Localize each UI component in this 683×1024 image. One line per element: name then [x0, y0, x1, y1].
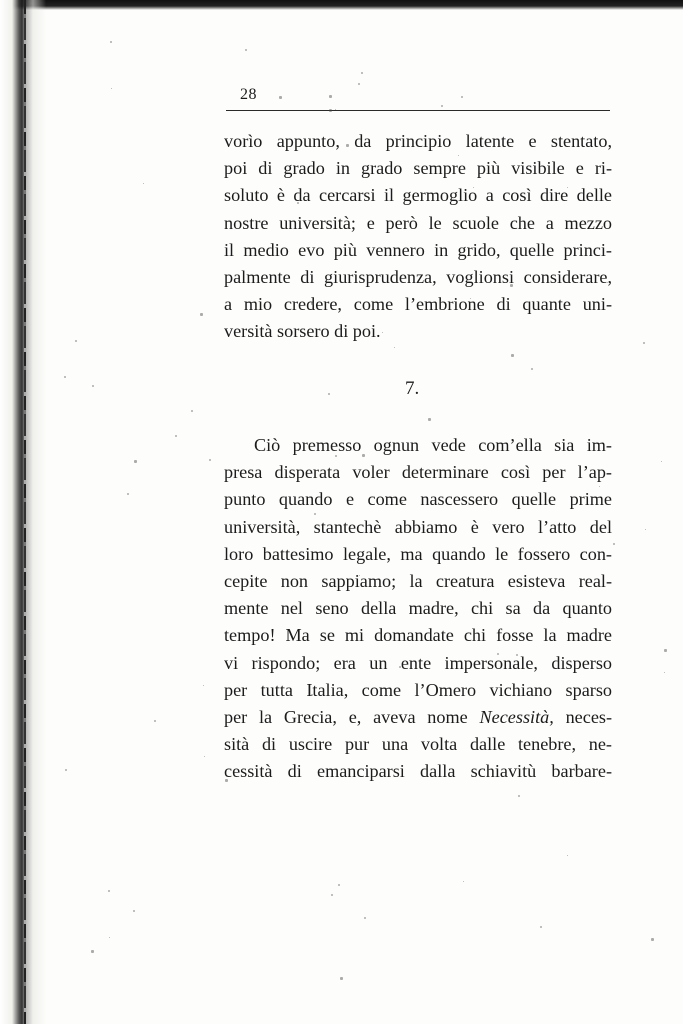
page-top-edge — [0, 0, 683, 10]
text-line: loro battesimo legale, ma quando le fossero con- — [224, 543, 612, 564]
paper-speck — [134, 460, 137, 463]
text-line: per tutta Italia, come l’Omero vichiano sparso — [224, 679, 612, 700]
paper-speck — [191, 410, 193, 412]
text-line: tempo! Ma se mi domandate chi fosse la madre — [224, 625, 612, 646]
paper-speck — [203, 685, 204, 686]
paper-speck — [91, 950, 94, 953]
text-line: versità sorsero di poi. — [224, 321, 381, 342]
paper-speck — [110, 41, 112, 43]
text-line: punto quando e come nascessero quelle prime — [224, 489, 612, 510]
paper-speck — [664, 672, 665, 673]
paper-speck — [92, 385, 94, 387]
paper-speck — [329, 109, 332, 112]
paper-speck — [645, 529, 646, 530]
paper-speck — [463, 881, 464, 882]
paper-speck — [64, 376, 66, 378]
paragraph-2 — [224, 432, 612, 785]
italic-term: Necessità, — [479, 706, 554, 727]
paper-speck — [518, 795, 520, 797]
text-line: Ciò premesso ognun vede com’ella sia im- — [254, 435, 612, 455]
paper-speck — [225, 779, 228, 782]
text-line: vi rispondo; era un ente impersonale, disperso — [224, 652, 612, 673]
paper-speck — [516, 654, 518, 656]
paper-speck — [399, 666, 401, 668]
text-line: mente nel seno della madre, chi sa da quanto — [224, 598, 612, 619]
paper-speck — [329, 95, 332, 98]
paper-speck — [108, 890, 110, 892]
paper-speck — [394, 347, 395, 348]
paper-speck — [346, 144, 349, 147]
paper-speck — [331, 894, 333, 896]
book-binding-shadow — [0, 0, 46, 1024]
binding-stitching — [24, 0, 26, 1024]
paper-speck — [200, 313, 203, 316]
paper-speck — [204, 756, 205, 757]
paper-speck — [531, 368, 533, 370]
running-head — [226, 84, 610, 111]
paper-speck — [382, 332, 383, 333]
paper-speck — [328, 393, 330, 395]
paper-speck — [154, 720, 156, 722]
paper-speck — [364, 917, 366, 919]
text-line: cepite non sappiamo; la creatura esisteva real- — [224, 570, 612, 591]
paper-speck — [511, 354, 514, 357]
paper-speck — [607, 282, 608, 283]
paper-speck — [661, 461, 662, 462]
paper-speck — [613, 543, 615, 545]
paper-speck — [75, 340, 77, 342]
paper-speck — [314, 513, 316, 515]
paper-speck — [361, 72, 363, 74]
text-line: a mio credere, come l’embrione di quante uni- — [224, 294, 612, 315]
line-text: per la Grecia, e, aveva nome — [224, 706, 468, 727]
paragraph-1 — [224, 128, 612, 346]
text-line: vorìo appunto, da principio latente e stentato, — [224, 131, 612, 151]
text-line: poi di grado in grado sempre più visibile e ri- — [224, 158, 612, 179]
text-line: palmente di giurisprudenza, voglionsi considerare, — [224, 266, 612, 287]
text-line: università, stantechè abbiamo è vero l’atto del — [224, 516, 612, 537]
paper-speck — [428, 418, 431, 421]
paper-speck — [643, 342, 645, 344]
page-number: 28 — [240, 86, 257, 103]
paper-speck — [461, 96, 463, 98]
paper-speck — [473, 187, 474, 188]
paper-speck — [127, 493, 129, 495]
paper-speck — [209, 459, 211, 461]
text-line-mixed — [224, 704, 612, 731]
text-line: il medio evo più vennero in grido, quelle princi- — [224, 239, 612, 260]
paper-speck — [470, 298, 471, 299]
paper-speck — [245, 49, 247, 51]
paper-speck — [664, 649, 667, 652]
line-text: neces- — [565, 706, 613, 727]
text-line: nostre università; e però le scuole che a mezzo — [224, 212, 612, 233]
paper-speck — [340, 977, 343, 980]
paper-speck — [65, 769, 67, 771]
section-number: 7. — [405, 378, 420, 399]
paper-speck — [651, 938, 654, 941]
paper-speck — [338, 884, 340, 886]
paper-speck — [335, 455, 337, 457]
text-line: cessità di emanciparsi dalla schiavitù barbare- — [224, 761, 612, 782]
paper-speck — [510, 284, 513, 287]
text-line: presa disperata voler determinare così per l’ap- — [224, 462, 612, 483]
paper-speck — [109, 937, 110, 938]
paper-speck — [567, 187, 568, 188]
paper-speck — [111, 88, 112, 89]
paper-speck — [540, 926, 542, 928]
paper-speck — [133, 910, 135, 912]
text-line: sità di uscire pur una volta dalle tenebre, ne- — [224, 734, 612, 755]
paper-speck — [311, 302, 314, 305]
paper-speck — [567, 855, 568, 856]
paper-speck — [143, 183, 144, 184]
text-line: soluto è da cercarsi il germoglio a così dire delle — [224, 185, 612, 206]
paper-speck — [175, 435, 177, 437]
